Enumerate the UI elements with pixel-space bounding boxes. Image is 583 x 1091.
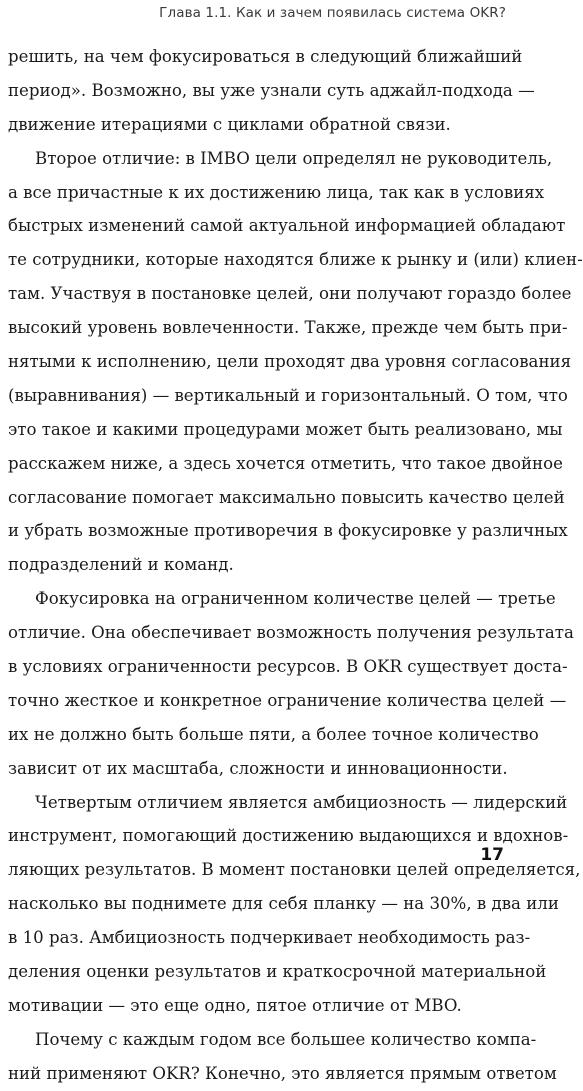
text-line: расскажем ниже, а здесь хочется отметить, что такое двойное bbox=[8, 453, 563, 473]
text-line: согласование помогает максимально повысить качество целей bbox=[8, 487, 565, 507]
text-line: ляющих результатов. В момент постановки целей определяется, bbox=[8, 860, 581, 880]
text-line: в условиях ограниченности ресурсов. В OKR существует доста- bbox=[8, 657, 568, 677]
text-line: точно жесткое и конкретное ограничение количества целей — bbox=[8, 690, 567, 710]
text-line: период». Возможно, вы уже узнали суть аджайл-подхода — bbox=[8, 80, 535, 100]
body-text bbox=[8, 40, 583, 1091]
text-line: Фокусировка на ограниченном количестве целей — третье bbox=[35, 589, 556, 609]
text-line: решить, на чем фокусироваться в следующий ближайший bbox=[8, 47, 523, 66]
paragraph bbox=[8, 1023, 557, 1091]
running-header: Глава 1.1. Как и зачем появилась система OKR? bbox=[159, 5, 506, 21]
text-line: и убрать возможные противоречия в фокусировке у различных bbox=[8, 521, 568, 541]
paragraph bbox=[8, 40, 535, 142]
text-line: отличие. Она обеспечивает возможность получения результата bbox=[8, 623, 574, 643]
paragraph bbox=[8, 786, 581, 1023]
paragraph bbox=[8, 142, 583, 583]
text-line: в 10 раз. Амбициозность подчеркивает необходимость раз- bbox=[8, 928, 531, 948]
text-line: быстрых изменений самой актуальной информацией обладают bbox=[8, 216, 566, 236]
text-line: (выравнивания) — вертикальный и горизонтальный. О том, что bbox=[8, 385, 568, 405]
text-line: Четвертым отличием является амбициозность — лидерский bbox=[35, 792, 568, 812]
text-line: Почему с каждым годом все большее количество компа- bbox=[35, 1029, 537, 1049]
text-line: движение итерациями с циклами обратной связи. bbox=[8, 114, 451, 134]
text-line: деления оценки результатов и краткосрочной материальной bbox=[8, 962, 547, 982]
text-line: мотивации — это еще одно, пятое отличие от MBO. bbox=[8, 995, 462, 1015]
text-line: зависит от их масштаба, сложности и инновационности. bbox=[8, 758, 508, 778]
text-line: Второе отличие: в IMBO цели определял не руководитель, bbox=[35, 148, 553, 168]
text-line: насколько вы поднимете для себя планку — на 30%, в два или bbox=[8, 894, 559, 914]
text-line: а все причастные к их достижению лица, так как в условиях bbox=[8, 182, 545, 202]
text-line: нятыми к исполнению, цели проходят два уровня согласования bbox=[8, 352, 572, 372]
text-line: это такое и какими процедурами может быть реализовано, мы bbox=[8, 419, 563, 439]
text-line: высокий уровень вовлеченности. Также, прежде чем быть при- bbox=[8, 318, 568, 338]
paragraph bbox=[8, 582, 574, 785]
text-line: их не должно быть больше пяти, а более точное количество bbox=[8, 724, 539, 744]
text-line: те сотрудники, которые находятся ближе к рынку и (или) клиен- bbox=[8, 250, 583, 270]
text-line: ний применяют OKR? Конечно, это является прямым ответом bbox=[8, 1063, 557, 1083]
text-line: подразделений и команд. bbox=[8, 555, 234, 575]
page-number: 17 bbox=[480, 845, 504, 865]
text-line: там. Участвуя в постановке целей, они получают гораздо более bbox=[8, 284, 572, 304]
text-line: инструмент, помогающий достижению выдающихся и вдохнов- bbox=[8, 826, 569, 846]
